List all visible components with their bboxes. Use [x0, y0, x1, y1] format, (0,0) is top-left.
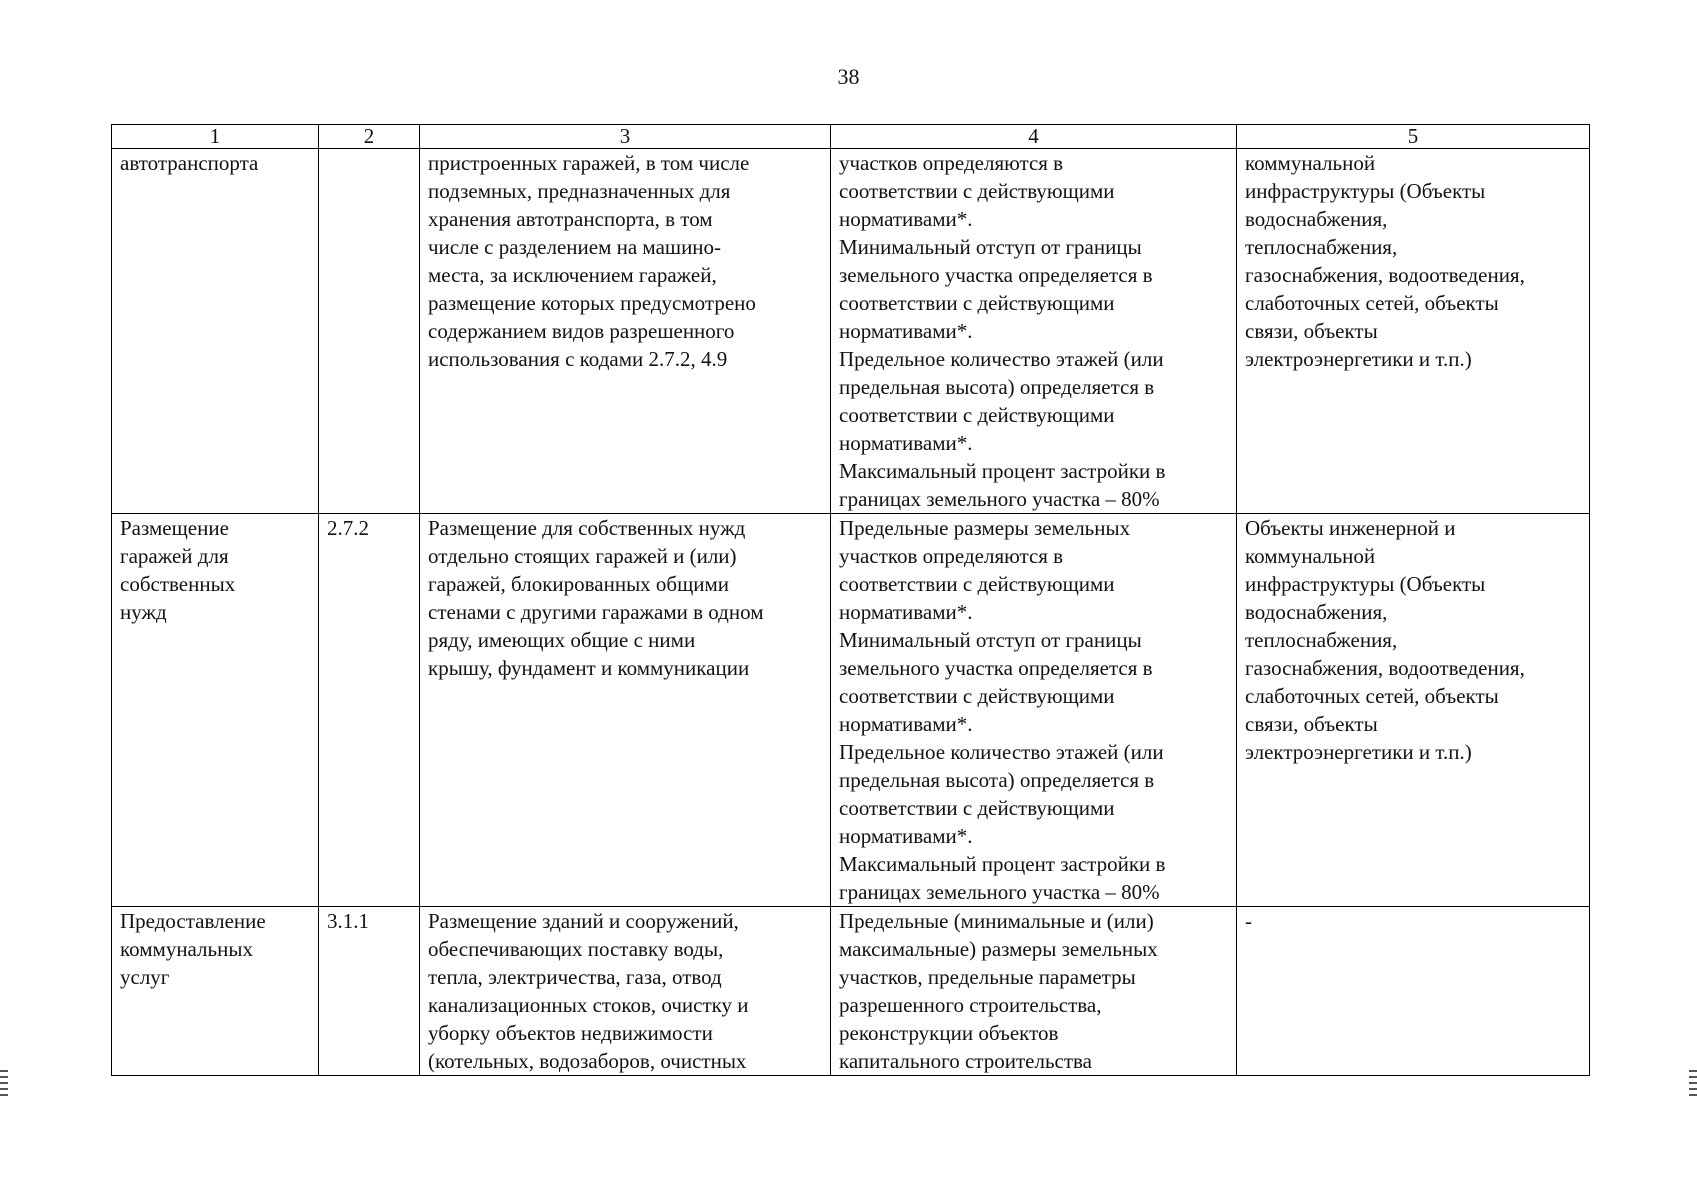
use-type-name-line: Размещение: [120, 516, 229, 540]
column-number-row: [112, 125, 1590, 149]
parameters-line: земельного участка определяется в: [839, 263, 1153, 287]
parameters-line: Минимальный отступ от границы: [839, 235, 1142, 259]
auxiliary-line: инфраструктуры (Объекты: [1245, 179, 1486, 203]
parameters-line: границах земельного участка – 80%: [839, 487, 1160, 511]
parameters-line: нормативами*.: [839, 824, 973, 848]
parameters-line: соответствии с действующими: [839, 291, 1115, 315]
use-description-cell: [420, 514, 831, 907]
use-type-name-cell: [112, 907, 319, 1076]
auxiliary-line: водоснабжения,: [1245, 600, 1388, 624]
use-type-name-line: коммунальных: [120, 937, 253, 961]
page-number: 38: [837, 64, 860, 89]
auxiliary-line: теплоснабжения,: [1245, 628, 1398, 652]
description-line: крышу, фундамент и коммуникации: [428, 656, 750, 680]
description-line: размещение которых предусмотрено: [428, 291, 756, 315]
use-type-name-line: Предоставление: [120, 909, 266, 933]
parameters-cell: [831, 907, 1237, 1076]
auxiliary-uses-cell: [1237, 149, 1590, 514]
use-type-code-cell: [319, 149, 420, 514]
description-line: содержанием видов разрешенного: [428, 319, 735, 343]
parameters-line: земельного участка определяется в: [839, 656, 1153, 680]
parameters-line: Минимальный отступ от границы: [839, 628, 1142, 652]
description-line: уборку объектов недвижимости: [428, 1021, 713, 1045]
use-type-name-line: гаражей для: [120, 544, 229, 568]
use-description-cell: [420, 149, 831, 514]
auxiliary-line: слаботочных сетей, объекты: [1245, 291, 1499, 315]
column-number-2: 2: [319, 125, 420, 149]
description-line: канализационных стоков, очистку и: [428, 993, 749, 1017]
description-line: числе с разделением на машино-: [428, 235, 722, 259]
auxiliary-line: Объекты инженерной и: [1245, 516, 1456, 540]
auxiliary-line: слаботочных сетей, объекты: [1245, 684, 1499, 708]
auxiliary-line: электроэнергетики и т.п.): [1245, 347, 1472, 371]
auxiliary-line: газоснабжения, водоотведения,: [1245, 263, 1525, 287]
auxiliary-line: связи, объекты: [1245, 319, 1378, 343]
auxiliary-line: связи, объекты: [1245, 712, 1378, 736]
auxiliary-line: коммунальной: [1245, 151, 1376, 175]
auxiliary-line: водоснабжения,: [1245, 207, 1388, 231]
auxiliary-line: теплоснабжения,: [1245, 235, 1398, 259]
parameters-line: разрешенного строительства,: [839, 993, 1102, 1017]
description-line: обеспечивающих поставку воды,: [428, 937, 724, 961]
use-type-code-cell: [319, 514, 420, 907]
parameters-line: соответствии с действующими: [839, 796, 1115, 820]
auxiliary-uses-cell: [1237, 907, 1590, 1076]
description-line: хранения автотранспорта, в том: [428, 207, 713, 231]
parameters-line: Максимальный процент застройки в: [839, 852, 1166, 876]
parameters-line: Предельное количество этажей (или: [839, 347, 1164, 371]
parameters-line: Максимальный процент застройки в: [839, 459, 1166, 483]
description-line: тепла, электричества, газа, отвод: [428, 965, 722, 989]
auxiliary-line: инфраструктуры (Объекты: [1245, 572, 1486, 596]
parameters-line: нормативами*.: [839, 207, 973, 231]
use-type-name-line: услуг: [120, 965, 170, 989]
parameters-line: соответствии с действующими: [839, 572, 1115, 596]
auxiliary-line: газоснабжения, водоотведения,: [1245, 656, 1525, 680]
table-row: [112, 907, 1590, 1076]
parameters-line: границах земельного участка – 80%: [839, 880, 1160, 904]
auxiliary-line: -: [1245, 909, 1252, 933]
parameters-line: нормативами*.: [839, 600, 973, 624]
use-type-name-cell: [112, 149, 319, 514]
parameters-line: капитального строительства: [839, 1049, 1092, 1073]
use-type-name-line: собственных: [120, 572, 236, 596]
description-line: (котельных, водозаборов, очистных: [428, 1049, 747, 1073]
parameters-line: предельная высота) определяется в: [839, 375, 1155, 399]
description-line: места, за исключением гаражей,: [428, 263, 717, 287]
parameters-line: Предельное количество этажей (или: [839, 740, 1164, 764]
use-type-code: 2.7.2: [327, 516, 369, 540]
parameters-line: нормативами*.: [839, 319, 973, 343]
description-line: Размещение зданий и сооружений,: [428, 909, 739, 933]
column-number-5: 5: [1237, 125, 1590, 149]
parameters-line: Предельные размеры земельных: [839, 516, 1131, 540]
description-line: использования с кодами 2.7.2, 4.9: [428, 347, 728, 371]
parameters-line: нормативами*.: [839, 712, 973, 736]
description-line: подземных, предназначенных для: [428, 179, 731, 203]
parameters-line: соответствии с действующими: [839, 403, 1115, 427]
parameters-line: Предельные (минимальные и (или): [839, 909, 1154, 933]
use-type-code: 3.1.1: [327, 909, 369, 933]
parameters-line: максимальные) размеры земельных: [839, 937, 1158, 961]
parameters-cell: [831, 514, 1237, 907]
parameters-line: участков, предельные параметры: [839, 965, 1136, 989]
table-row: [112, 149, 1590, 514]
table-row: [112, 514, 1590, 907]
description-line: гаражей, блокированных общими: [428, 572, 730, 596]
description-line: Размещение для собственных нужд: [428, 516, 746, 540]
right-scan-margin-mark: [1689, 1070, 1697, 1096]
parameters-line: участков определяются в: [839, 544, 1064, 568]
column-number-3: 3: [420, 125, 831, 149]
use-type-name-cell: [112, 514, 319, 907]
left-scan-margin-mark: [0, 1070, 8, 1096]
parameters-line: соответствии с действующими: [839, 684, 1115, 708]
column-number-4: 4: [831, 125, 1237, 149]
use-type-name-line: автотранспорта: [120, 151, 259, 175]
column-number-1: 1: [112, 125, 319, 149]
use-description-cell: [420, 907, 831, 1076]
auxiliary-line: коммунальной: [1245, 544, 1376, 568]
parameters-cell: [831, 149, 1237, 514]
parameters-line: нормативами*.: [839, 431, 973, 455]
description-line: ряду, имеющих общие с ними: [428, 628, 696, 652]
description-line: стенами с другими гаражами в одном: [428, 600, 764, 624]
parameters-line: реконструкции объектов: [839, 1021, 1059, 1045]
use-type-code-cell: [319, 907, 420, 1076]
auxiliary-uses-cell: [1237, 514, 1590, 907]
parameters-line: предельная высота) определяется в: [839, 768, 1155, 792]
use-type-name-line: нужд: [120, 600, 167, 624]
parameters-line: участков определяются в: [839, 151, 1064, 175]
regulations-table: [111, 124, 1590, 1076]
description-line: пристроенных гаражей, в том числе: [428, 151, 750, 175]
auxiliary-line: электроэнергетики и т.п.): [1245, 740, 1472, 764]
parameters-line: соответствии с действующими: [839, 179, 1115, 203]
description-line: отдельно стоящих гаражей и (или): [428, 544, 737, 568]
